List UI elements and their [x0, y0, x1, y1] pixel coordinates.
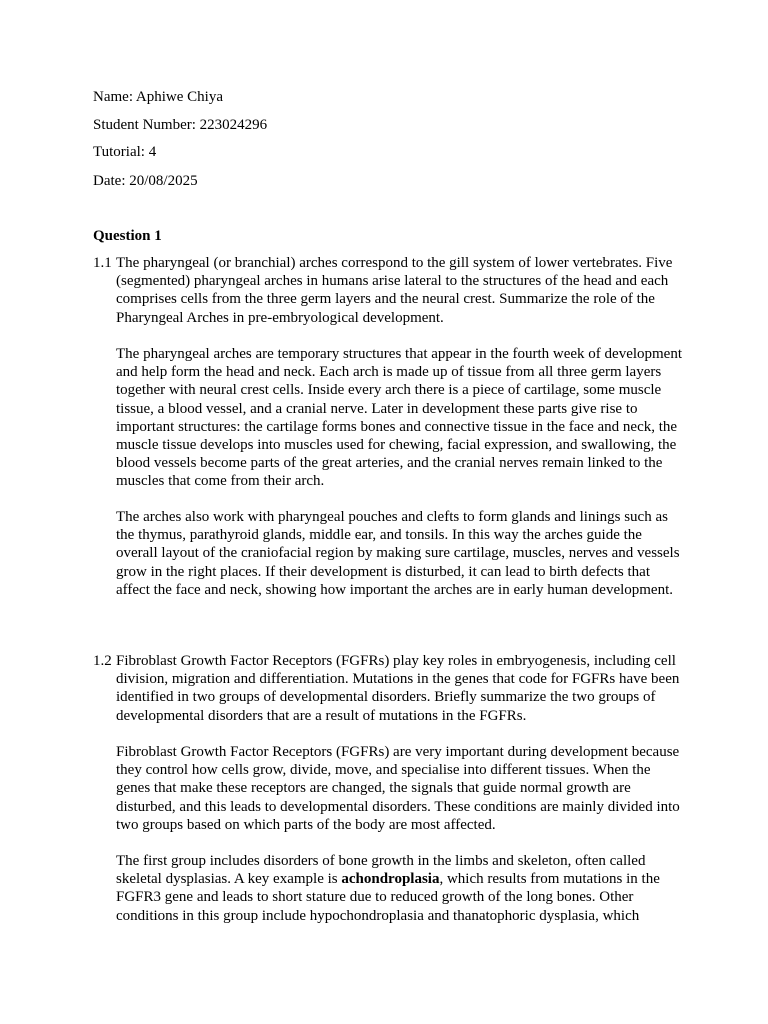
- answer-paragraph: The arches also work with pharyngeal pouches and clefts to form glands and linings such as the thymus, parathyroid glands, middle ear, and tonsils. In this way the arches guide the overall layout of the craniofacial region by making sure cartilage, muscles, nerves and vessels grow in the right places. If their development is disturbed, it can lead to birth defects that affect the face and neck, showing how important the arches are in early human development.: [116, 509, 680, 598]
- answer-paragraph: The pharyngeal arches are temporary structures that appear in the fourth week of development and help form the head and neck. Each arch is made up of tissue from all three germ layers together with neural crest cells. Inside every arch there is a piece of cartilage, some muscle tissue, a blood vessel, and a cranial nerve. Later in development these parts give rise to important structures: the cartilage forms bones and connective tissue in the face and neck, the muscle tissue develops into muscles used for chewing, facial expression, and swallowing, the blood vessels become parts of the great arteries, and the cranial nerves remain linked to the muscles that come from their arch.: [116, 346, 683, 490]
- question-prompt: The pharyngeal (or branchial) arches correspond to the gill system of lower vertebrates. Five (segmented) pharyngeal arches in humans arise lateral to the structures of the head and each comprises cells from the three germ layers and the neural crest. Summarize the role of the Pharyngeal Arches in pre-embryological development.: [116, 255, 673, 326]
- answer-paragraph: [116, 852, 683, 925]
- question-1-1: [93, 254, 683, 327]
- question-prompt: Fibroblast Growth Factor Receptors (FGFRs) play key roles in embryogenesis, including cell division, migration and differentiation. Mutations in the genes that code for FGFRs have been identified in two groups of developmental disorders. Briefly summarize the two groups of developmental disorders that are a result of mutations in the FGFRs.: [116, 653, 680, 724]
- answer-paragraph: Fibroblast Growth Factor Receptors (FGFRs) are very important during development because they control how cells grow, divide, move, and specialise into different tissues. When the genes that make these receptors are changed, the signals that guide normal growth are disturbed, and this leads to developmental disorders. These conditions are mainly divided into two groups based on which parts of the body are most affected.: [116, 744, 680, 833]
- question-number: 1.2: [93, 653, 112, 669]
- question-1-2: [93, 652, 683, 725]
- answer-text: , which results from mutations in the FGFR3 gene and leads to short stature due to reduced growth of the long bones. Other conditions in this group include hypochondroplasia and thanatophoric dysplasia, which: [116, 871, 660, 924]
- answer-text: The first group includes disorders of bone growth in the limbs and skeleton, often called skeletal dysplasias. A key example is: [116, 853, 646, 888]
- date: Date: 20/08/2025: [93, 173, 198, 189]
- tutorial: Tutorial: 4: [93, 144, 157, 160]
- question-heading: Question 1: [93, 228, 162, 244]
- student-name: Name: Aphiwe Chiya: [93, 89, 223, 105]
- student-number: Student Number: 223024296: [93, 117, 268, 133]
- bold-term: achondroplasia: [341, 871, 440, 888]
- question-number: 1.1: [93, 255, 112, 271]
